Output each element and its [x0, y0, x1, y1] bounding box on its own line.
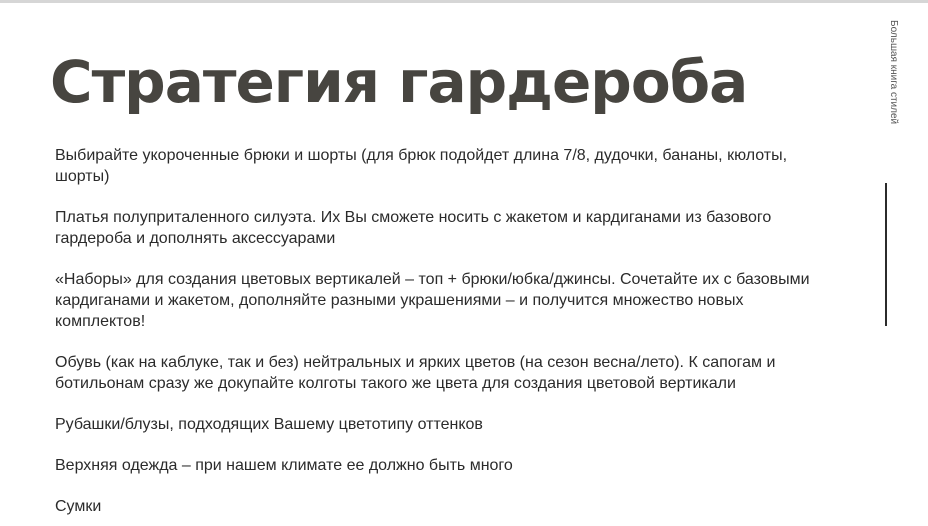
side-label: Большая книга стилей [888, 20, 899, 125]
paragraph-sets: «Наборы» для создания цветовых вертикалей – топ + брюки/юбка/джинсы. Сочетайте их с базовыми кардиганами и жакетом, дополняйте разными украшениями – и получится множество новых комплектов! [55, 271, 810, 330]
page-title: Стратегия гардероба [50, 48, 748, 116]
paragraph-shoes: Обувь (как на каблуке, так и без) нейтральных и ярких цветов (на сезон весна/лето). К сапогам и ботильонам сразу же докупайте колготы такого же цвета для создания цветовой вертикали [55, 354, 776, 392]
content-body [55, 145, 825, 526]
paragraph-outerwear: Верхняя одежда – при нашем климате ее должно быть много [55, 457, 513, 474]
paragraph-dresses: Платья полуприталенного силуэта. Их Вы сможете носить с жакетом и кардиганами из базового гардероба и дополнять аксессуарами [55, 209, 772, 247]
top-divider [0, 0, 928, 3]
paragraph-shirts: Рубашки/блузы, подходящих Вашему цветотипу оттенков [55, 416, 483, 433]
paragraph-trousers: Выбирайте укороченные брюки и шорты (для брюк подойдет длина 7/8, дудочки, бананы, кюлоты, шорты) [55, 147, 788, 185]
side-divider [885, 183, 887, 326]
paragraph-bags: Сумки [55, 498, 102, 515]
